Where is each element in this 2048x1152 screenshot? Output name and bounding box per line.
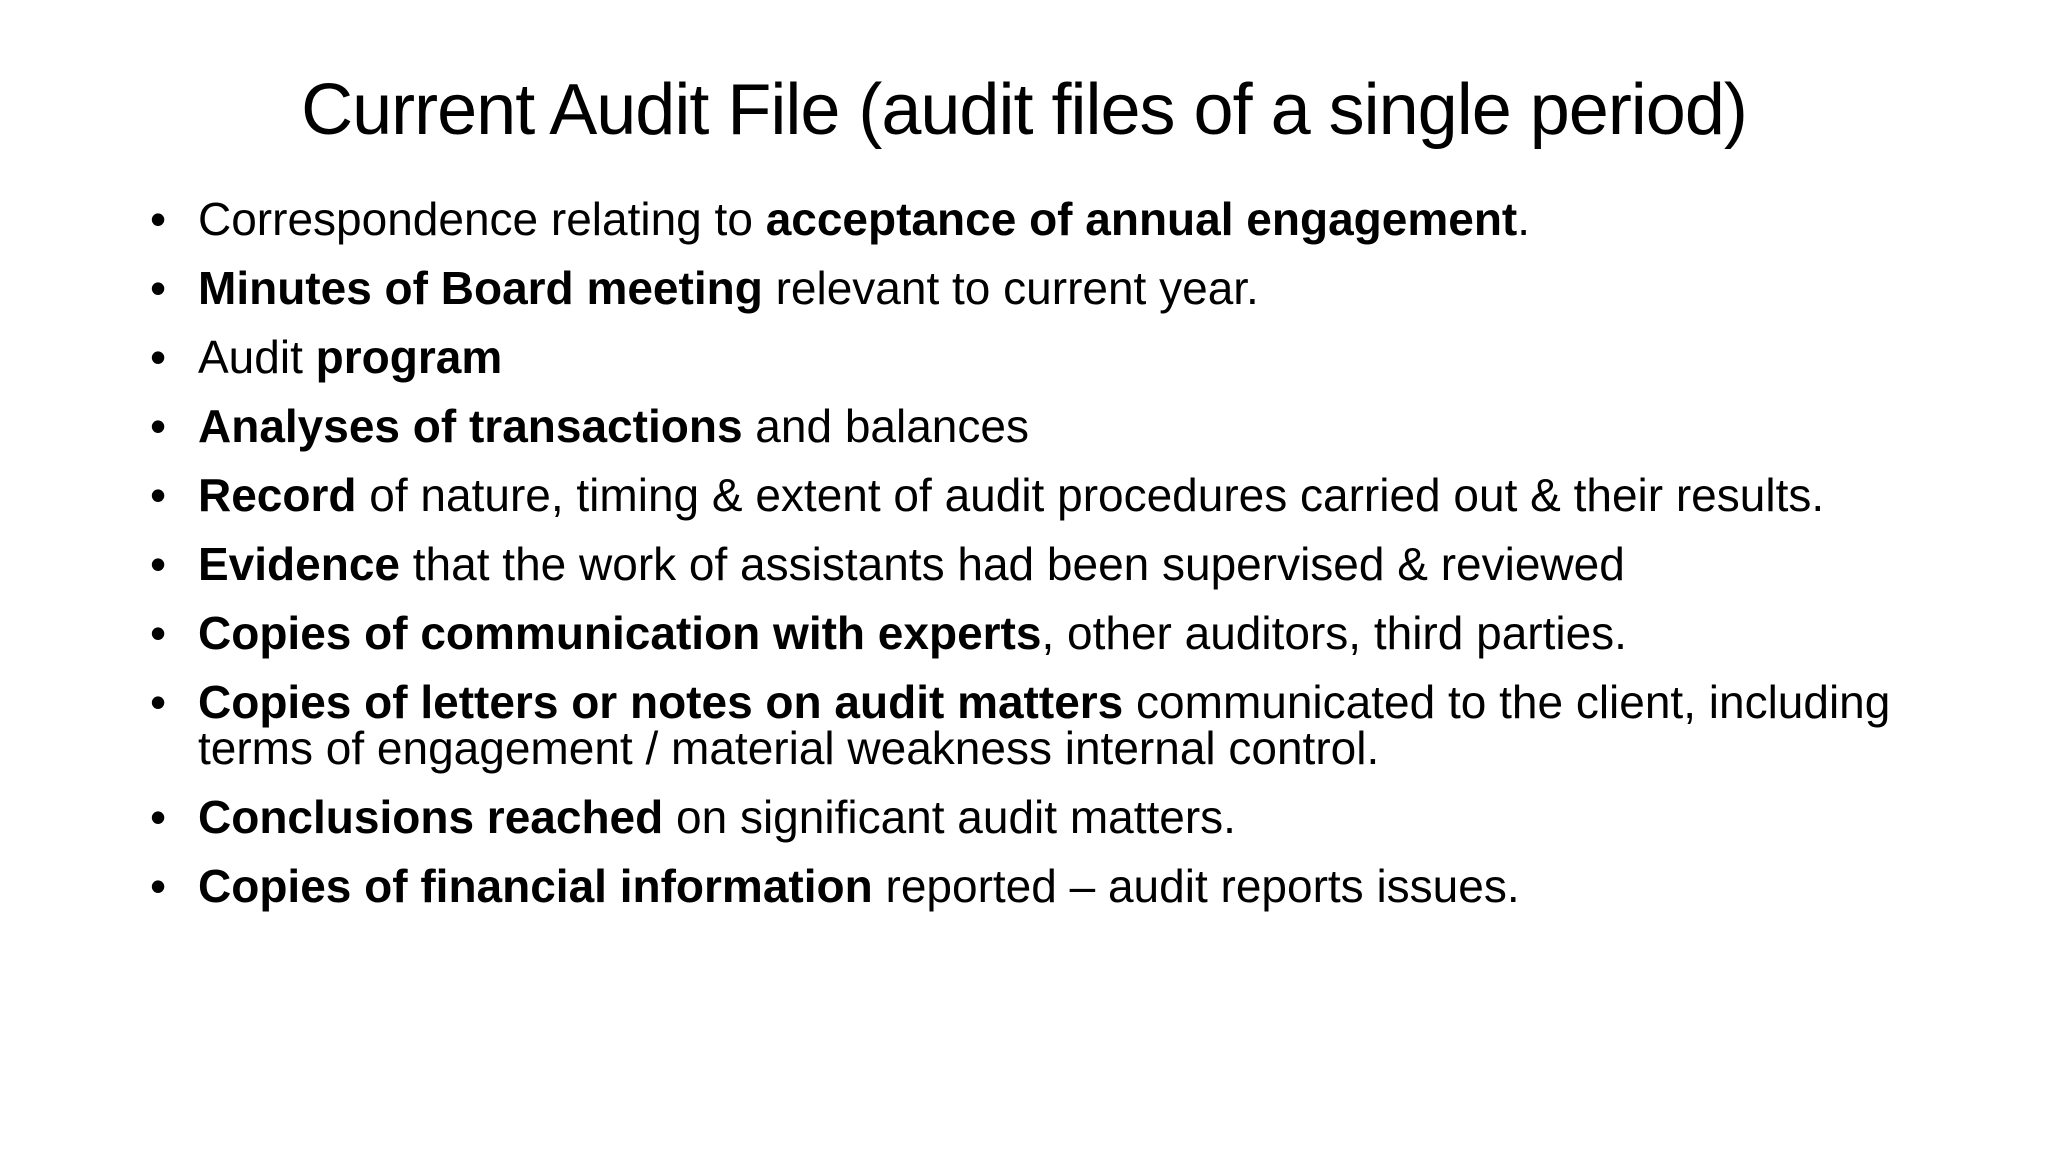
bullet-item bbox=[150, 262, 1930, 314]
bullet-item bbox=[150, 331, 1930, 383]
bullet-dot-icon: • bbox=[150, 860, 167, 912]
bullet-bold-text: program bbox=[315, 331, 503, 383]
bullet-dot-icon: • bbox=[150, 331, 167, 383]
bullet-text: reported – audit reports issues. bbox=[872, 860, 1520, 912]
bullet-text: that the work of assistants had been supervised & reviewed bbox=[400, 538, 1625, 590]
bullet-dot-icon: • bbox=[150, 791, 167, 843]
bullet-dot-icon: • bbox=[150, 538, 167, 590]
bullet-text: of nature, timing & extent of audit procedures carried out & their results. bbox=[356, 469, 1825, 521]
bullet-dot-icon: • bbox=[150, 400, 167, 452]
bullet-text: Correspondence relating to bbox=[198, 193, 766, 245]
bullet-bold-text: Record bbox=[198, 469, 357, 521]
bullet-item bbox=[150, 676, 1930, 774]
bullet-item bbox=[150, 193, 1930, 245]
slide-title: Current Audit File (audit files of a single period) bbox=[301, 70, 1747, 150]
bullet-dot-icon: • bbox=[150, 262, 167, 314]
bullet-text: , other auditors, third parties. bbox=[1041, 607, 1627, 659]
bullet-bold-text: Copies of letters or notes on audit matters bbox=[198, 676, 1124, 728]
bullet-dot-icon: • bbox=[150, 676, 167, 728]
bullet-bold-text: Analyses of transactions bbox=[198, 400, 743, 452]
bullet-text: communicated to the client, including terms of engagement / material weakness internal control. bbox=[198, 676, 1891, 774]
bullet-bold-text: Copies of financial information bbox=[198, 860, 873, 912]
bullet-text: and balances bbox=[742, 400, 1029, 452]
bullet-dot-icon: • bbox=[150, 193, 167, 245]
bullet-bold-text: Conclusions reached bbox=[198, 791, 664, 843]
bullet-bold-text: Minutes of Board meeting bbox=[198, 262, 763, 314]
bullet-item bbox=[150, 607, 1930, 659]
bullet-item bbox=[150, 791, 1930, 843]
bullet-item bbox=[150, 400, 1930, 452]
bullet-text: Audit bbox=[198, 331, 316, 383]
bullet-bold-text: Copies of communication with experts bbox=[198, 607, 1042, 659]
bullet-bold-text: Evidence bbox=[198, 538, 400, 590]
bullet-item bbox=[150, 469, 1930, 521]
bullet-text: on significant audit matters. bbox=[663, 791, 1236, 843]
bullet-dot-icon: • bbox=[150, 469, 167, 521]
bullet-list bbox=[150, 193, 1930, 932]
bullet-item bbox=[150, 538, 1930, 590]
bullet-text: . bbox=[1517, 193, 1531, 245]
bullet-text: relevant to current year. bbox=[762, 262, 1259, 314]
bullet-bold-text: acceptance of annual engagement bbox=[765, 193, 1518, 245]
bullet-item bbox=[150, 860, 1930, 912]
bullet-dot-icon: • bbox=[150, 607, 167, 659]
